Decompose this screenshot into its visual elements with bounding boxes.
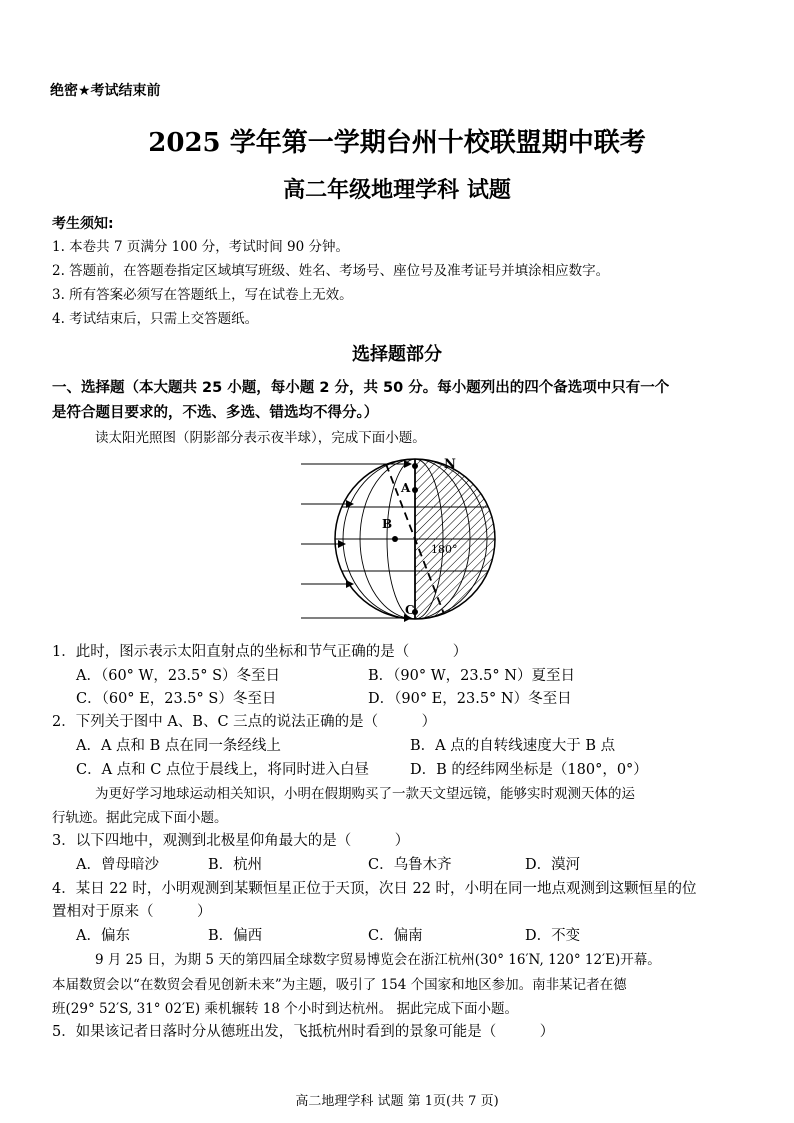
exam-subtitle: 高二年级地理学科 试题: [283, 177, 511, 203]
notice-title: 考生须知:: [52, 216, 114, 232]
question-2-option-d: D．B 的经纬网坐标是（180°，0°）: [410, 762, 648, 778]
question-2-option-b: B．A 点的自转线速度大于 B 点: [410, 738, 616, 754]
intro-3-line1: 9 月 25 日，为期 5 天的第四届全球数字贸易博览会在浙江杭州(30° 16′N, 120° 12′E)开幕。: [95, 952, 661, 968]
notice-item: 1. 本卷共 7 页满分 100 分，考试时间 90 分钟。: [52, 239, 349, 255]
notice-item: 2. 答题前，在答题卷指定区域填写班级、姓名、考场号、座位号及准考证号并填涂相应数字。: [52, 263, 610, 279]
page-footer: 高二地理学科 试题 第 1页(共 7 页): [295, 1094, 499, 1109]
question-2-option-a: A．A 点和 B 点在同一条经线上: [76, 738, 281, 754]
notice-item: 4. 考试结束后，只需上交答题纸。: [52, 311, 259, 327]
question-3-option-d: D．漠河: [525, 857, 581, 873]
question-1-option-c: C．（60° E，23.5° S）冬至日: [76, 691, 277, 707]
label-c: C: [405, 603, 415, 617]
question-4-option-d: D．不变: [525, 928, 581, 944]
part-instructions-line1: 一、选择题（本大题共 25 小题，每小题 2 分，共 50 分。每小题列出的四个备选项中只有一个: [52, 380, 670, 396]
question-1-stem: 1．此时，图示表示太阳直射点的坐标和节气正确的是（ ）: [52, 644, 468, 660]
question-4-option-a: A．偏东: [76, 928, 130, 944]
question-4-option-c: C．偏南: [368, 928, 423, 944]
sunlight-diagram: [293, 452, 503, 627]
figure-intro: 读太阳光照图（阴影部分表示夜半球），完成下面小题。: [95, 430, 426, 446]
label-180: 180°: [431, 543, 458, 556]
question-3-stem: 3．以下四地中，观测到北极星仰角最大的是（ ）: [52, 833, 410, 849]
point-a: [412, 487, 418, 493]
question-1-option-b: B．（90° W，23.5° N）夏至日: [368, 668, 575, 684]
north-pole-point: [412, 463, 418, 469]
question-1-option-d: D．（90° E，23.5° N）冬至日: [368, 691, 572, 707]
label-a: A: [401, 481, 411, 495]
question-1-option-a: A．（60° W，23.5° S）冬至日: [76, 668, 281, 684]
night-hemisphere: [293, 452, 503, 627]
label-n: N: [444, 457, 456, 472]
intro-3-line3: 班(29° 52′S, 31° 02′E) 乘机辗转 18 个小时到达杭州。 据此完成下面小题。: [52, 1001, 519, 1017]
section-title: 选择题部分: [352, 344, 442, 365]
point-b: [392, 536, 398, 542]
part-instructions-line2: 是符合题目要求的，不选、多选、错选均不得分。）: [52, 405, 379, 421]
notice-item: 3. 所有答案必须写在答题纸上，写在试卷上无效。: [52, 287, 353, 303]
question-3-option-a: A．曾母暗沙: [76, 857, 159, 873]
exam-title: 2025 学年第一学期台州十校联盟期中联考: [148, 128, 646, 158]
intro-3-line2: 本届数贸会以“在数贸会看见创新未来”为主题，吸引了 154 个国家和地区参加。南非某记者在德: [52, 977, 627, 993]
question-4-stem-line2: 置相对于原来（ ）: [52, 904, 212, 920]
label-b: B: [382, 517, 393, 531]
question-4-stem-line1: 4．某日 22 时，小明观测到某颗恒星正位于天顶，次日 22 时，小明在同一地点观测到这颗恒星的位: [52, 881, 697, 897]
question-4-option-b: B．偏西: [208, 928, 263, 944]
question-2-stem: 2．下列关于图中 A、B、C 三点的说法正确的是（ ）: [52, 714, 437, 730]
question-3-option-c: C．乌鲁木齐: [368, 857, 452, 873]
secret-label: 绝密★考试结束前: [50, 83, 161, 99]
question-2-option-c: C．A 点和 C 点位于晨线上，将同时进入白昼: [76, 762, 369, 778]
question-5-stem: 5．如果该记者日落时分从德班出发，飞抵杭州时看到的景象可能是（ ）: [52, 1024, 555, 1040]
intro-2-line1: 为更好学习地球运动相关知识，小明在假期购买了一款天文望远镜，能够实时观测天体的运: [95, 786, 635, 802]
intro-2-line2: 行轨迹。据此完成下面小题。: [52, 810, 228, 826]
question-3-option-b: B．杭州: [208, 857, 263, 873]
